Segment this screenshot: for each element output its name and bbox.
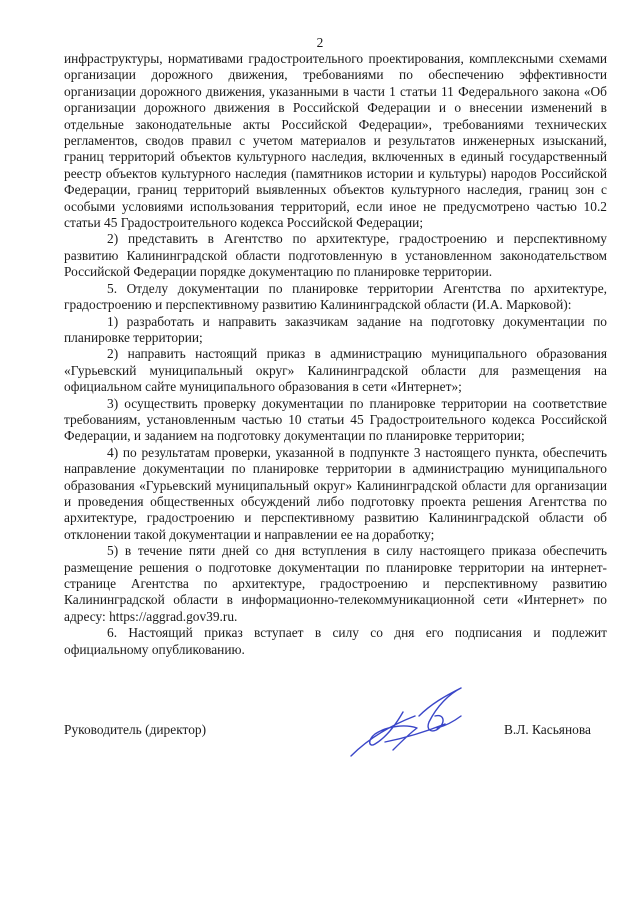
paragraph-5-4: 4) по результатам проверки, указанной в подпункте 3 настоящего пункта, обеспечить направление документации по планировке территории в администрацию муниципального образования «Гурьевский муниципальный округ» Калининградской области для организации и проведения общественных обсуждений либо подготовку проекта решения Агентства по архитектуре, градостроению и перспективному развитию Калининградской области об отклонении такой документации и направлении ее на доработку; [64,444,607,542]
paragraph-5-5: 5) в течение пяти дней со дня вступления в силу настоящего приказа обеспечить размещение решения о подготовке документации по планировке территории на интернет-странице Агентства по архитектуре, градостроению и перспективному развитию Калининградской области в информационно-телекоммуникационной сети «Интернет» по адресу: https://aggrad.gov39.ru. [64,543,607,624]
document-body [64,51,607,658]
handwritten-signature [345,682,475,762]
paragraph-5-3: 3) осуществить проверку документации по планировке территории на соответствие требованиям, установленным частью 10 статьи 45 Градостроительного кодекса Российской Федерации, и заданием на подготовку документации по планировке территории; [64,395,607,444]
paragraph-continuation: инфраструктуры, нормативами градостроительного проектирования, комплексными схемами организации дорожного движения, требованиями по обеспечению эффективности организации дорожного движения, указанными в части 1 статьи 11 Федерального закона «Об организации дорожного движения в Российской Федерации и о внесении изменений в отдельные законодательные акты Российской Федерации», требованиями технических регламентов, сводов правил с учетом материалов и результатов инженерных изысканий, границ территорий объектов культурного наследия, включенных в единый государственный реестр объектов культурного наследия (памятников истории и культуры) народов Российской Федерации, границ территорий выявленных объектов культурного наследия, границ зон с особыми условиями использования территорий, если иное не предусмотрено частью 10.2 статьи 45 Градостроительного кодекса Российской Федерации; [64,51,607,231]
paragraph-5: 5. Отделу документации по планировке территории Агентства по архитектуре, градостроению и перспективному развитию Калининградской области (И.А. Марковой): [64,280,607,313]
signatory-title: Руководитель (директор) [64,722,207,737]
signatory-name: В.Л. Касьянова [504,722,591,737]
page-number: 2 [316,35,324,50]
paragraph-6: 6. Настоящий приказ вступает в силу со дня его подписания и подлежит официальному опубликованию. [64,625,607,657]
paragraph-4-2: 2) представить в Агентство по архитектуре, градостроению и перспективному развитию Калининградской области подготовленную в установленном законодательством Российской Федерации порядке документацию по планировке территории. [64,231,607,280]
paragraph-5-2: 2) направить настоящий приказ в администрацию муниципального образования «Гурьевский муниципальный округ» Калининградской области для размещения на официальном сайте муниципального образования в сети «Интернет»; [64,346,607,395]
paragraph-5-1: 1) разработать и направить заказчикам задание на подготовку документации по планировке территории; [64,313,607,345]
